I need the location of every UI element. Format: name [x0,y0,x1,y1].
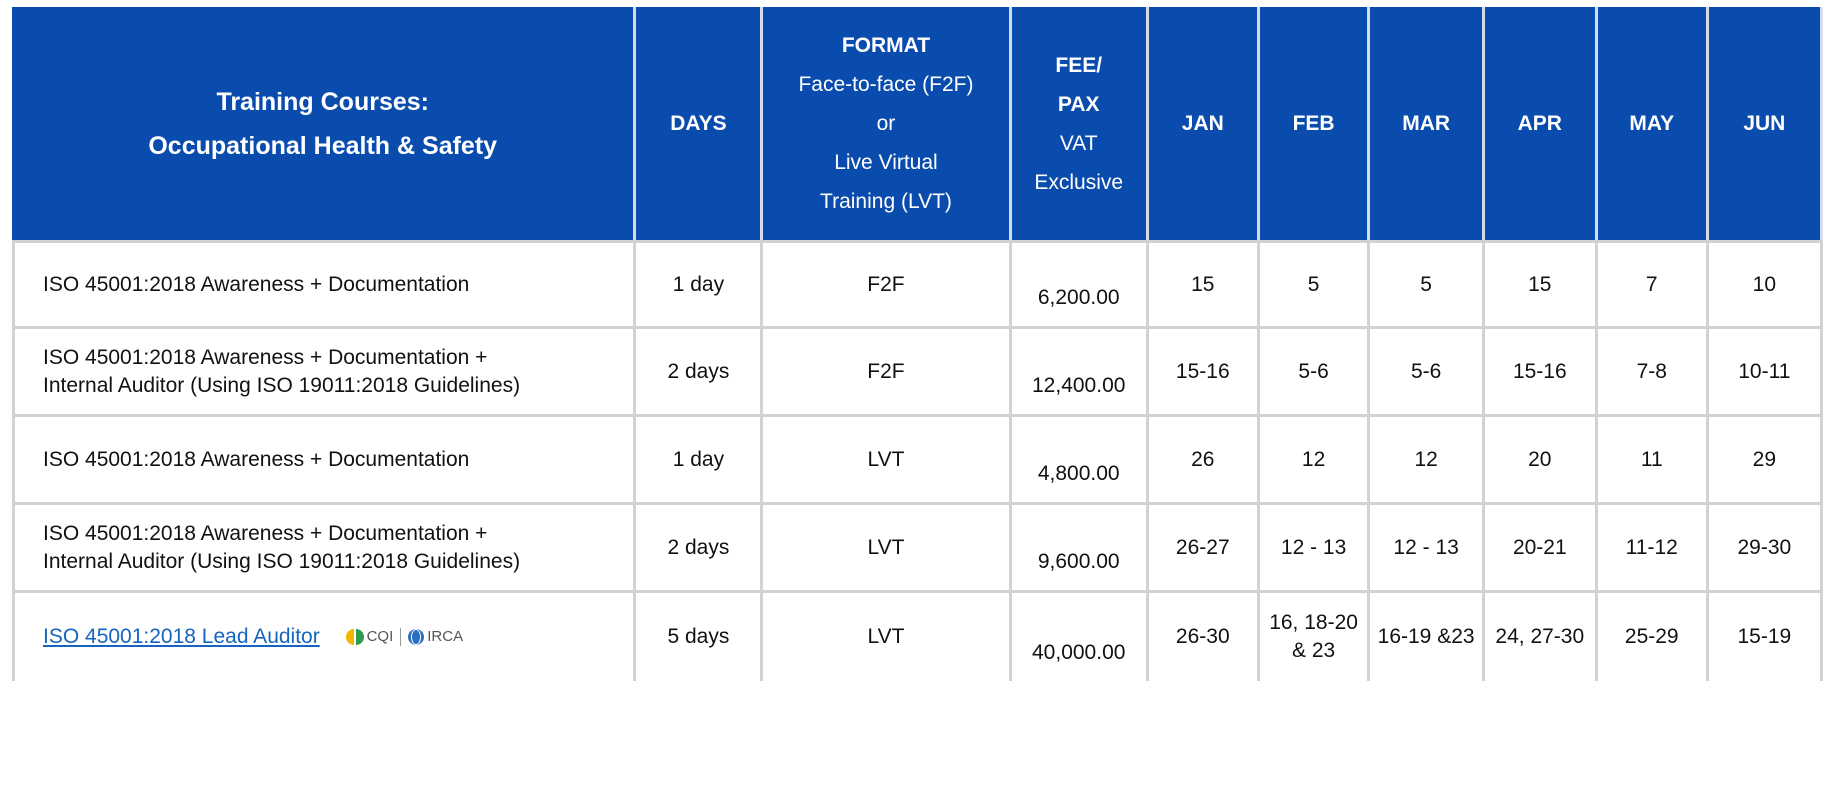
date-jun: 29-30 [1709,505,1823,593]
course-fee: 4,800.00 [1012,417,1149,505]
fee-header: FEE/ PAX VAT Exclusive [1012,7,1149,240]
table-row [12,505,1823,593]
date-feb: 16, 18-20 & 23 [1260,593,1371,681]
course-format: LVT [763,593,1011,681]
course-name: ISO 45001:2018 Awareness + Documentation [12,417,636,505]
date-jan: 26-30 [1149,593,1260,681]
date-may: 11-12 [1598,505,1709,593]
course-days: 5 days [636,593,763,681]
course-fee: 6,200.00 [1012,240,1149,329]
date-mar: 12 [1370,417,1484,505]
format-header: FORMAT Face-to-face (F2F) or Live Virtual Training (LVT) [763,7,1011,240]
date-feb: 12 - 13 [1260,505,1371,593]
date-jun: 15-19 [1709,593,1823,681]
date-may: 25-29 [1598,593,1709,681]
date-mar: 5 [1370,240,1484,329]
course-format: F2F [763,240,1011,329]
month-header-jun: JUN [1709,7,1823,240]
course-format: LVT [763,505,1011,593]
date-jun: 10-11 [1709,329,1823,417]
month-header-feb: FEB [1260,7,1371,240]
course-fee: 9,600.00 [1012,505,1149,593]
header-row [12,7,1823,240]
date-apr: 15-16 [1485,329,1598,417]
date-mar: 16-19 &23 [1370,593,1484,681]
irca-logo-text: IRCA [427,628,464,646]
date-may: 7 [1598,240,1709,329]
course-name: ISO 45001:2018 Awareness + Documentation [12,240,636,329]
date-mar: 12 - 13 [1370,505,1484,593]
training-schedule-table [12,7,1823,681]
date-feb: 5-6 [1260,329,1371,417]
date-jan: 15-16 [1149,329,1260,417]
date-may: 7-8 [1598,329,1709,417]
course-format: F2F [763,329,1011,417]
table-row [12,417,1823,505]
date-apr: 20 [1485,417,1598,505]
course-days: 1 day [636,417,763,505]
date-jun: 29 [1709,417,1823,505]
course-name: ISO 45001:2018 Awareness + Documentation + Internal Auditor (Using ISO 19011:2018 Guidelines) [12,505,636,593]
course-name: ISO 45001:2018 Awareness + Documentation + Internal Auditor (Using ISO 19011:2018 Guidelines) [12,329,636,417]
month-header-mar: MAR [1370,7,1484,240]
date-feb: 12 [1260,417,1371,505]
logo-divider [400,628,401,646]
table-row [12,329,1823,417]
date-mar: 5-6 [1370,329,1484,417]
cqi-logo-icon [346,628,364,646]
month-header-jan: JAN [1149,7,1260,240]
course-name [12,593,636,681]
course-days: 2 days [636,505,763,593]
date-apr: 15 [1485,240,1598,329]
date-may: 11 [1598,417,1709,505]
date-apr: 24, 27-30 [1485,593,1598,681]
date-jan: 15 [1149,240,1260,329]
course-header: Training Courses: Occupational Health & Safety [12,7,636,240]
course-fee: 12,400.00 [1012,329,1149,417]
date-jan: 26-27 [1149,505,1260,593]
date-jun: 10 [1709,240,1823,329]
course-format: LVT [763,417,1011,505]
date-apr: 20-21 [1485,505,1598,593]
course-days: 2 days [636,329,763,417]
cqi-logo-text: CQI [366,628,394,646]
table-row [12,240,1823,329]
date-feb: 5 [1260,240,1371,329]
month-header-apr: APR [1485,7,1598,240]
date-jan: 26 [1149,417,1260,505]
course-days: 1 day [636,240,763,329]
table-row [12,593,1823,681]
month-header-may: MAY [1598,7,1709,240]
accreditation-logos [346,623,464,651]
lead-auditor-link[interactable]: ISO 45001:2018 Lead Auditor [43,624,320,648]
course-fee: 40,000.00 [1012,593,1149,681]
days-header: DAYS [636,7,763,240]
globe-icon [408,629,424,645]
